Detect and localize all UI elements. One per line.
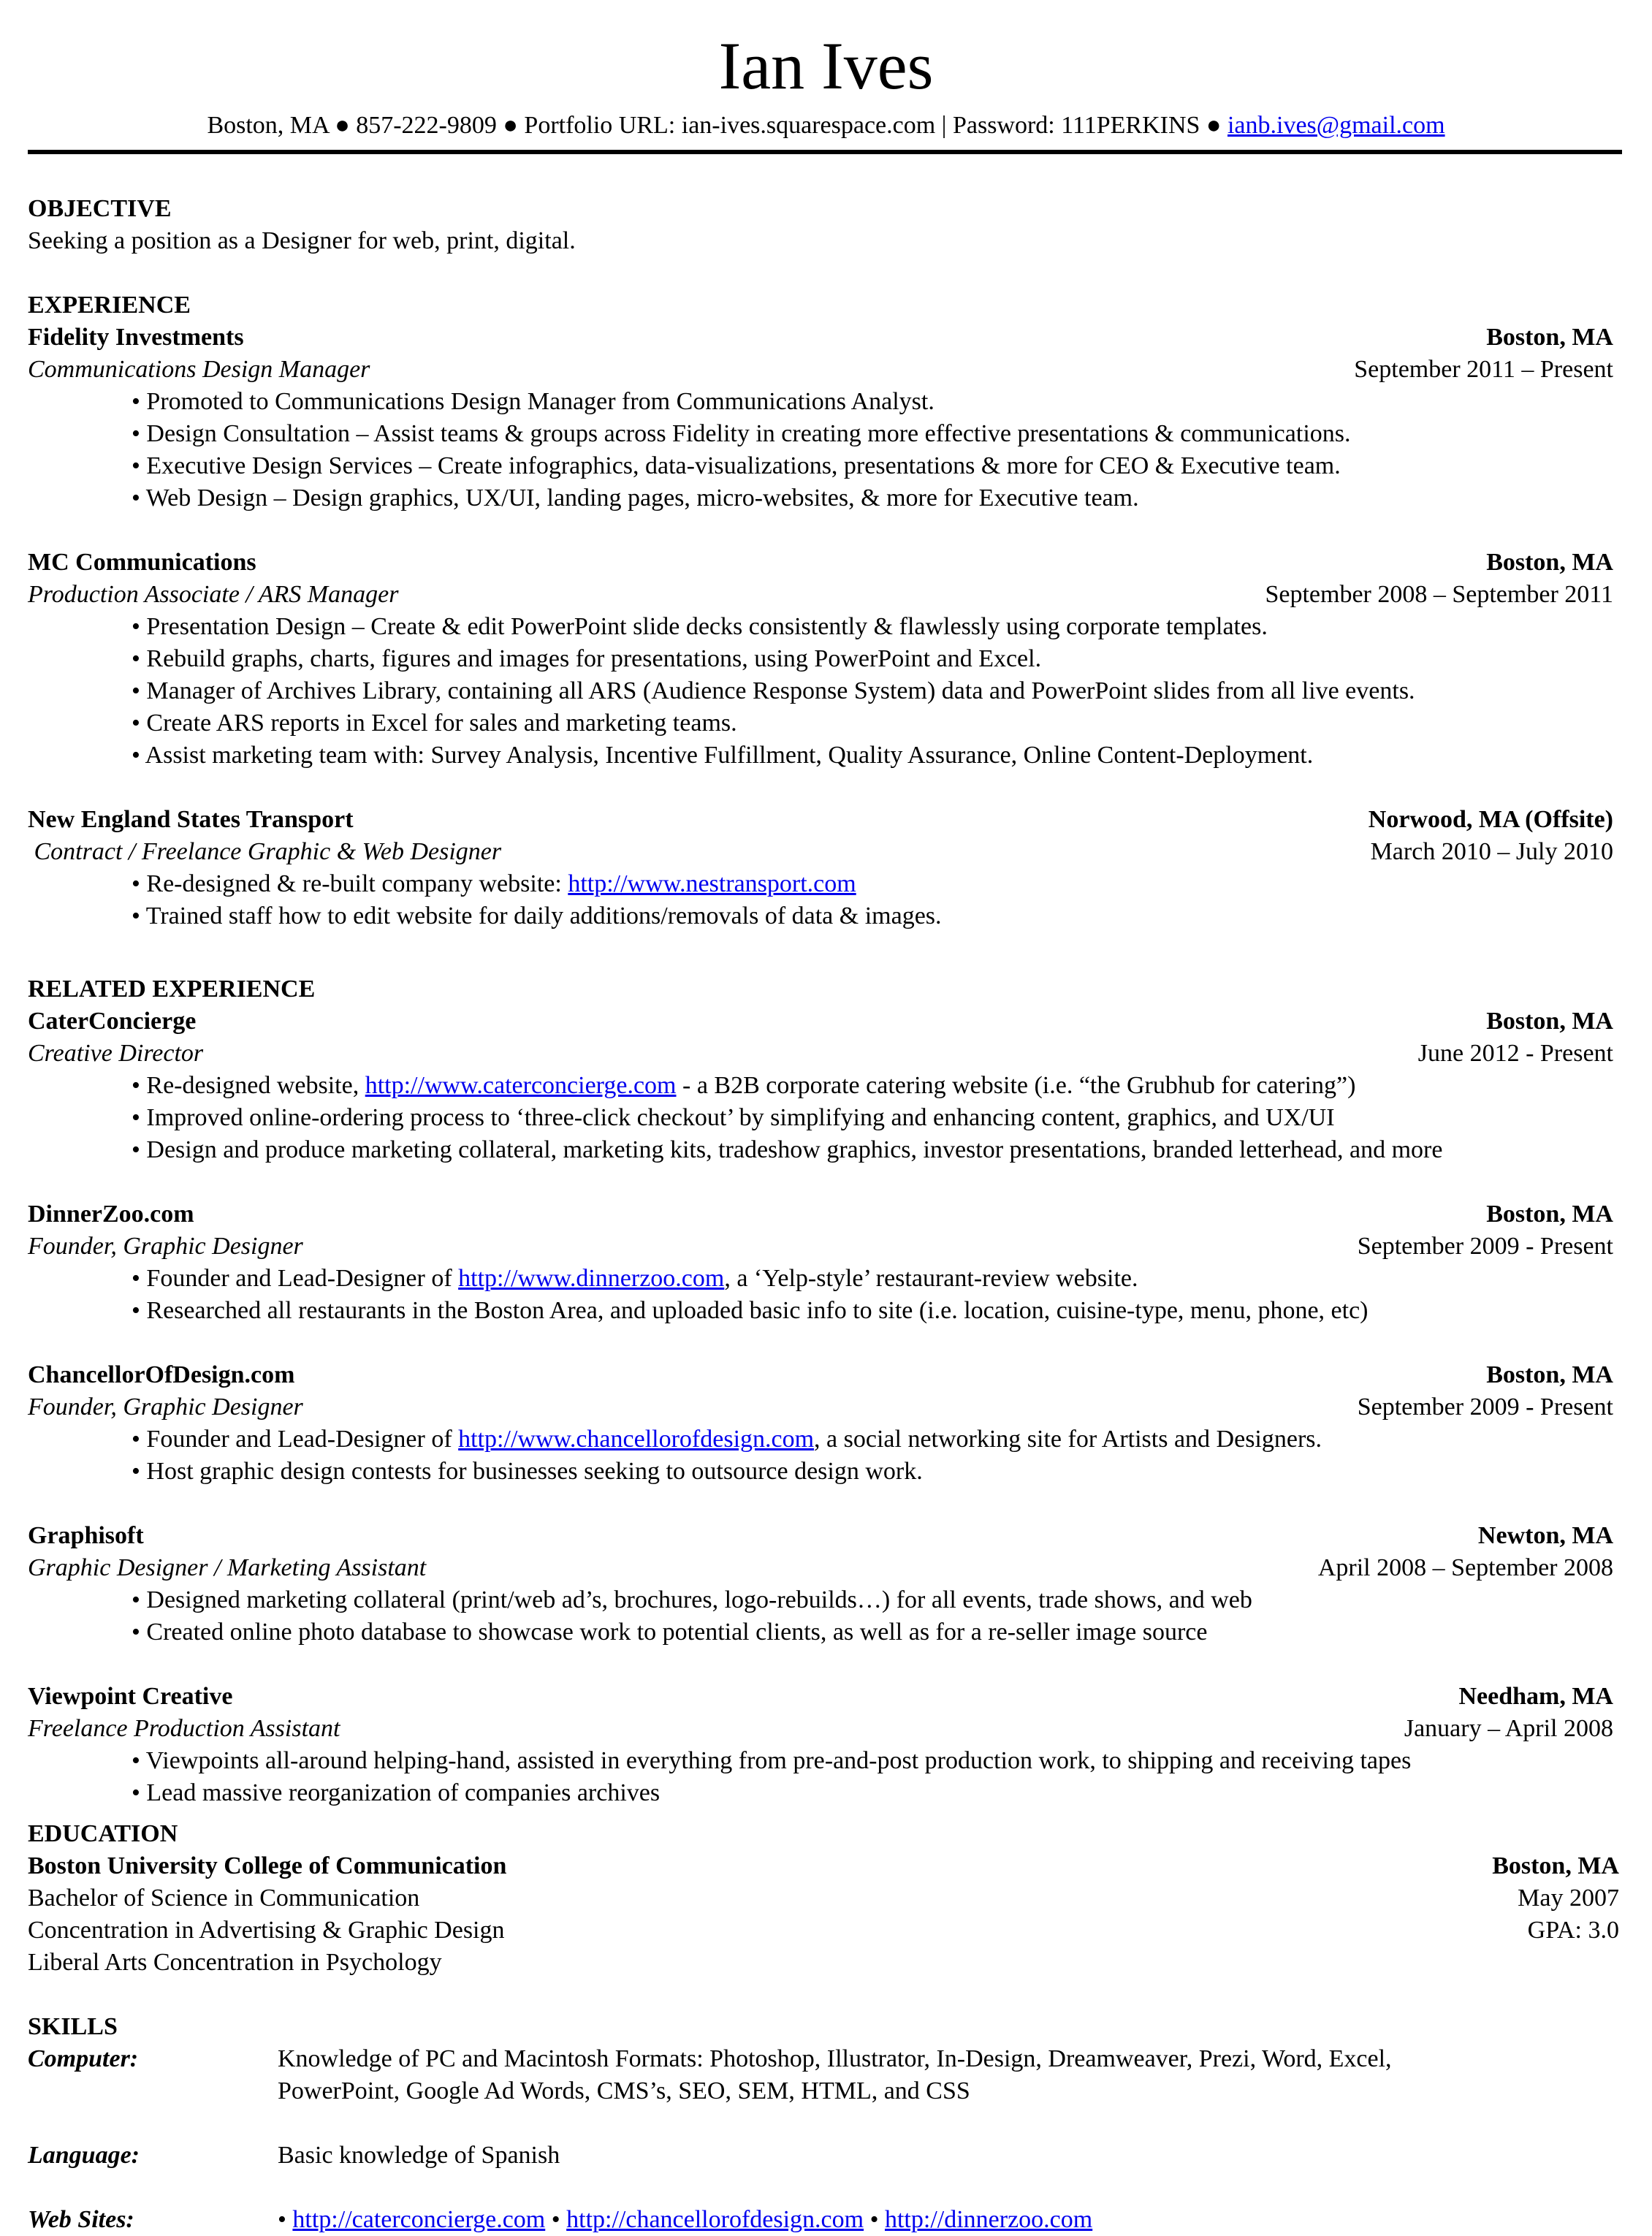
skill-value-line: PowerPoint, Google Ad Words, CMS’s, SEO, SEM, HTML, and CSS bbox=[278, 2077, 970, 2104]
skill-websites bbox=[28, 2204, 1613, 2236]
job-title: Founder, Graphic Designer bbox=[28, 1233, 303, 1260]
objective-heading: OBJECTIVE bbox=[28, 195, 172, 222]
job-bullet bbox=[28, 1263, 1613, 1295]
job-title: Production Associate / ARS Manager bbox=[28, 581, 399, 608]
experience-heading: EXPERIENCE bbox=[28, 292, 191, 319]
experience-section bbox=[28, 289, 1613, 932]
job-new-england-states-transport bbox=[28, 804, 1613, 932]
job-bullet: • Trained staff how to edit website for daily additions/removals of data & images. bbox=[132, 902, 942, 929]
job-location: Boston, MA bbox=[1486, 1201, 1613, 1228]
job-location: Needham, MA bbox=[1458, 1683, 1613, 1710]
job-company: New England States Transport bbox=[28, 806, 354, 833]
skill-label: Computer: bbox=[28, 2045, 139, 2072]
skills-heading: SKILLS bbox=[28, 2013, 118, 2040]
job-location: Boston, MA bbox=[1486, 324, 1613, 351]
bullet-text: , a ‘Yelp-style’ restaurant-review website. bbox=[724, 1265, 1138, 1292]
job-bullet: • Created online photo database to showcase work to potential clients, as well as for a re-seller image source bbox=[132, 1619, 1208, 1646]
job-chancellorofdesign bbox=[28, 1359, 1613, 1488]
job-company: Viewpoint Creative bbox=[28, 1683, 233, 1710]
job-bullet: • Manager of Archives Library, containing all ARS (Audience Response System) data and PowerPoint slides from all live events. bbox=[132, 677, 1415, 704]
bullet-text: • Re-designed & re-built company website: bbox=[132, 870, 568, 897]
job-title: Communications Design Manager bbox=[28, 356, 370, 383]
bullet-text: - a B2B corporate catering website (i.e. “the Grubhub for catering”) bbox=[676, 1072, 1356, 1099]
job-company: DinnerZoo.com bbox=[28, 1201, 194, 1228]
bullet-glyph: • bbox=[278, 2206, 293, 2233]
job-bullet: • Viewpoints all-around helping-hand, assisted in everything from pre-and-post production work, to shipping and receiving tapes bbox=[132, 1747, 1412, 1774]
related-experience-section bbox=[28, 973, 1613, 1809]
job-dates: April 2008 – September 2008 bbox=[1317, 1554, 1613, 1581]
email-link[interactable]: ianb.ives@gmail.com bbox=[1227, 112, 1445, 139]
bullet-text: • Founder and Lead-Designer of bbox=[132, 1265, 459, 1292]
skill-language bbox=[28, 2140, 1613, 2172]
website-link[interactable]: http://caterconcierge.com bbox=[292, 2206, 546, 2233]
job-bullet bbox=[28, 868, 1613, 900]
job-dates: June 2012 - Present bbox=[1417, 1040, 1613, 1067]
bullet-glyph: • bbox=[869, 2206, 885, 2233]
job-location: Norwood, MA (Offsite) bbox=[1368, 806, 1613, 833]
job-title: Creative Director bbox=[28, 1040, 204, 1067]
candidate-name: Ian Ives bbox=[718, 28, 934, 103]
job-location: Boston, MA bbox=[1486, 1008, 1613, 1035]
contact-details: Boston, MA ● 857-222-9809 ● Portfolio URL: ian-ives.squarespace.com | Password: 111PERKINS ● bbox=[207, 112, 1227, 139]
objective-section bbox=[28, 193, 1613, 257]
job-company: Fidelity Investments bbox=[28, 324, 244, 351]
job-title: Contract / Freelance Graphic & Web Designer bbox=[28, 838, 502, 865]
bullet-text: , a social networking site for Artists and Designers. bbox=[814, 1426, 1322, 1453]
job-company: MC Communications bbox=[28, 549, 256, 576]
chancellorofdesign-link[interactable]: http://www.chancellorofdesign.com bbox=[458, 1426, 815, 1453]
degree: Bachelor of Science in Communication bbox=[28, 1885, 420, 1912]
job-company: ChancellorOfDesign.com bbox=[28, 1361, 295, 1388]
job-bullet: • Promoted to Communications Design Manager from Communications Analyst. bbox=[132, 388, 935, 415]
job-bullet: • Lead massive reorganization of companies archives bbox=[132, 1779, 661, 1806]
job-title: Graphic Designer / Marketing Assistant bbox=[28, 1554, 427, 1581]
bullet-text: • Re-designed website, bbox=[132, 1072, 365, 1099]
school-location: Boston, MA bbox=[1492, 1852, 1619, 1879]
job-location: Newton, MA bbox=[1477, 1522, 1613, 1549]
header-divider bbox=[28, 150, 1622, 154]
gpa: GPA: 3.0 bbox=[1527, 1917, 1619, 1944]
job-location: Boston, MA bbox=[1486, 1361, 1613, 1388]
job-bullet: • Improved online-ordering process to ‘three-click checkout’ by simplifying and enhancing content, graphics, and UX/UI bbox=[132, 1104, 1335, 1131]
skill-value-line: Knowledge of PC and Macintosh Formats: Photoshop, Illustrator, In-Design, Dreamweaver, Prezi, Word, Excel, bbox=[278, 2045, 1392, 2072]
school-name: Boston University College of Communication bbox=[28, 1852, 507, 1879]
graduation-date: May 2007 bbox=[1518, 1885, 1619, 1912]
nestransport-link[interactable]: http://www.nestransport.com bbox=[568, 870, 856, 897]
objective-text: Seeking a position as a Designer for web, print, digital. bbox=[28, 227, 576, 254]
job-bullet bbox=[28, 1423, 1613, 1456]
job-bullet: • Researched all restaurants in the Boston Area, and uploaded basic info to site (i.e. location, cuisine-type, menu, phone, etc) bbox=[132, 1297, 1369, 1324]
job-bullet: • Design Consultation – Assist teams & groups across Fidelity in creating more effective presentations & communications. bbox=[132, 420, 1351, 447]
bullet-text: • Founder and Lead-Designer of bbox=[132, 1426, 459, 1453]
job-bullet: • Web Design – Design graphics, UX/UI, landing pages, micro-websites, & more for Executive team. bbox=[132, 484, 1139, 512]
contact-line bbox=[0, 110, 1652, 142]
job-viewpoint-creative bbox=[28, 1681, 1613, 1809]
job-dates: March 2010 – July 2010 bbox=[1370, 838, 1613, 865]
job-bullet: • Create ARS reports in Excel for sales and marketing teams. bbox=[132, 710, 737, 737]
job-bullet bbox=[28, 1070, 1613, 1102]
skill-value: Basic knowledge of Spanish bbox=[278, 2142, 560, 2169]
job-bullet: • Executive Design Services – Create infographics, data-visualizations, presentations & more for CEO & Executive team. bbox=[132, 452, 1341, 479]
job-dates: September 2011 – Present bbox=[1354, 356, 1613, 383]
job-bullet: • Assist marketing team with: Survey Analysis, Incentive Fulfillment, Quality Assurance, Online Content-Deployment. bbox=[132, 742, 1314, 769]
job-dates: September 2008 – September 2011 bbox=[1265, 581, 1613, 608]
skill-label: Web Sites: bbox=[28, 2206, 134, 2233]
job-title: Freelance Production Assistant bbox=[28, 1715, 340, 1742]
skill-value bbox=[278, 2043, 1613, 2107]
job-fidelity bbox=[28, 322, 1613, 514]
related-experience-heading: RELATED EXPERIENCE bbox=[28, 976, 316, 1003]
education-heading: EDUCATION bbox=[28, 1820, 178, 1847]
job-bullet: • Presentation Design – Create & edit PowerPoint slide decks consistently & flawlessly using corporate templates. bbox=[132, 613, 1268, 640]
job-dates: September 2009 - Present bbox=[1357, 1393, 1613, 1421]
job-company: Graphisoft bbox=[28, 1522, 144, 1549]
job-graphisoft bbox=[28, 1520, 1613, 1649]
skill-computer bbox=[28, 2043, 1613, 2107]
dinnerzoo-link[interactable]: http://www.dinnerzoo.com bbox=[458, 1265, 725, 1292]
job-bullet: • Design and produce marketing collateral, marketing kits, tradeshow graphics, investor presentations, branded letterhead, and more bbox=[132, 1136, 1443, 1163]
liberal-arts-concentration: Liberal Arts Concentration in Psychology bbox=[28, 1949, 442, 1976]
bullet-glyph: • bbox=[551, 2206, 567, 2233]
job-title: Founder, Graphic Designer bbox=[28, 1393, 303, 1421]
job-location: Boston, MA bbox=[1486, 549, 1613, 576]
skill-label: Language: bbox=[28, 2142, 140, 2169]
job-dinnerzoo bbox=[28, 1198, 1613, 1327]
job-bullet: • Rebuild graphs, charts, figures and images for presentations, using PowerPoint and Excel. bbox=[132, 645, 1042, 672]
caterconcierge-link[interactable]: http://www.caterconcierge.com bbox=[365, 1072, 677, 1099]
job-caterconcierge bbox=[28, 1005, 1613, 1166]
concentration: Concentration in Advertising & Graphic Design bbox=[28, 1917, 505, 1944]
job-dates: January – April 2008 bbox=[1404, 1715, 1613, 1742]
job-company: CaterConcierge bbox=[28, 1008, 197, 1035]
job-dates: September 2009 - Present bbox=[1357, 1233, 1613, 1260]
skill-value bbox=[278, 2204, 1613, 2236]
website-link[interactable]: http://chancellorofdesign.com bbox=[566, 2206, 864, 2233]
job-bullet: • Host graphic design contests for businesses seeking to outsource design work. bbox=[132, 1458, 923, 1485]
education-section bbox=[28, 1818, 1619, 1979]
job-mc-communications bbox=[28, 547, 1613, 772]
job-bullet: • Designed marketing collateral (print/web ad’s, brochures, logo-rebuilds…) for all events, trade shows, and web bbox=[132, 1586, 1252, 1613]
skills-section bbox=[28, 2011, 1613, 2236]
website-link[interactable]: http://dinnerzoo.com bbox=[884, 2206, 1093, 2233]
